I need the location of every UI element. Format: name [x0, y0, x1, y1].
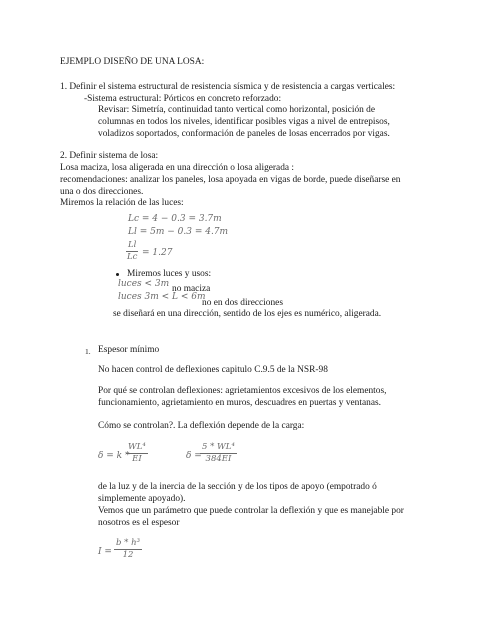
equation-i-fraction [114, 538, 142, 561]
equation-b-fraction [200, 442, 237, 465]
ratio-fraction [125, 240, 139, 263]
equation-b-lhs: δ = [186, 451, 202, 461]
section2-line-4: Miremos la relación de las luces: [60, 198, 184, 208]
equation-a-denominator: EI [132, 454, 142, 464]
equation-a-lhs: δ = k * [98, 451, 130, 461]
section2-line-1: Losa maciza, losa aligerada en una dirección o losa aligerada : [60, 163, 295, 173]
condition-1-math: luces < 3m [118, 279, 170, 289]
section1-heading: 1. Definir el sistema estructural de resistencia sísmica y de resistencia a cargas verticales: [60, 82, 396, 92]
ratio-denominator: Lc [127, 252, 138, 262]
condition-1-text: no maciza [172, 284, 211, 294]
equation-i-numerator: b * h³ [116, 538, 140, 548]
condition-2-math: luces 3m < L < 6m [118, 292, 206, 302]
equation-a-fraction [126, 442, 148, 465]
review-line-1: Revisar: Simetría, continuidad tanto vertical como horizontal, posición de [98, 105, 376, 115]
section2-heading: 2. Definir sistema de losa: [60, 151, 159, 161]
review-line-2: columnas en todos los niveles, identificar posibles vigas a nivel de entrepisos, [98, 117, 390, 127]
ratio-numerator: Ll [128, 240, 137, 250]
bullet-dot [116, 273, 119, 276]
inertia-line-2: simplemente apoyado). [98, 494, 186, 504]
inertia-line-4: nosotros es el espesor [98, 518, 180, 528]
bullet-text: Miremos luces y usos: [127, 269, 212, 279]
how-control: Cómo se controlan?. La deflexión depende de la carga: [98, 421, 305, 431]
inertia-line-3: Vemos que un parámetro que puede controlar la deflexión y que es manejable por [98, 506, 404, 516]
section2-line-2: recomendaciones: analizar los paneles, losa apoyada en vigas de borde, puede diseñarse en [60, 175, 401, 185]
equation-ll: Ll = 5m − 0.3 = 4.7m [128, 227, 229, 237]
page-title: EJEMPLO DISEÑO DE UNA LOSA: [60, 57, 205, 67]
equation-i-lhs: I = [98, 547, 112, 557]
equation-a-numerator: WL⁴ [128, 442, 146, 452]
review-line-3: voladizos soportados, conformación de paneles de losas encerrados por vigas. [98, 129, 390, 139]
condition-2-text: no en dos direcciones [202, 298, 283, 308]
inertia-line-1: de la luz y de la inercia de la sección y de los tipos de apoyo (empotrado ó [98, 482, 377, 492]
slab-conclusion: se diseñará en una dirección, sentido de los ejes es numérico, aligerada. [113, 309, 382, 319]
section3-heading: Espesor mínimo [98, 345, 160, 355]
section2-line-3: una o dos direcciones. [60, 187, 144, 197]
equation-b-denominator: 384EI [205, 454, 232, 464]
equation-lc: Lc = 4 − 0.3 = 3.7m [128, 214, 222, 224]
section3-number: 1. [85, 347, 91, 356]
equation-i-denominator: 12 [122, 550, 134, 560]
ratio-value: = 1.27 [142, 248, 173, 258]
equation-b-numerator: 5 * WL⁴ [202, 442, 235, 452]
section1-subheading: -Sistema estructural: Pórticos en concreto reforzado: [84, 94, 282, 104]
deflection-note: No hacen control de deflexiones capitulo C.9.5 de la NSR-98 [98, 365, 328, 375]
why-control-line-2: funcionamiento, agrietamiento en muros, descuadres en puertas y ventanas. [98, 398, 381, 408]
why-control-line-1: Por qué se controlan deflexiones: agrietamientos excesivos de los elementos, [98, 386, 387, 396]
